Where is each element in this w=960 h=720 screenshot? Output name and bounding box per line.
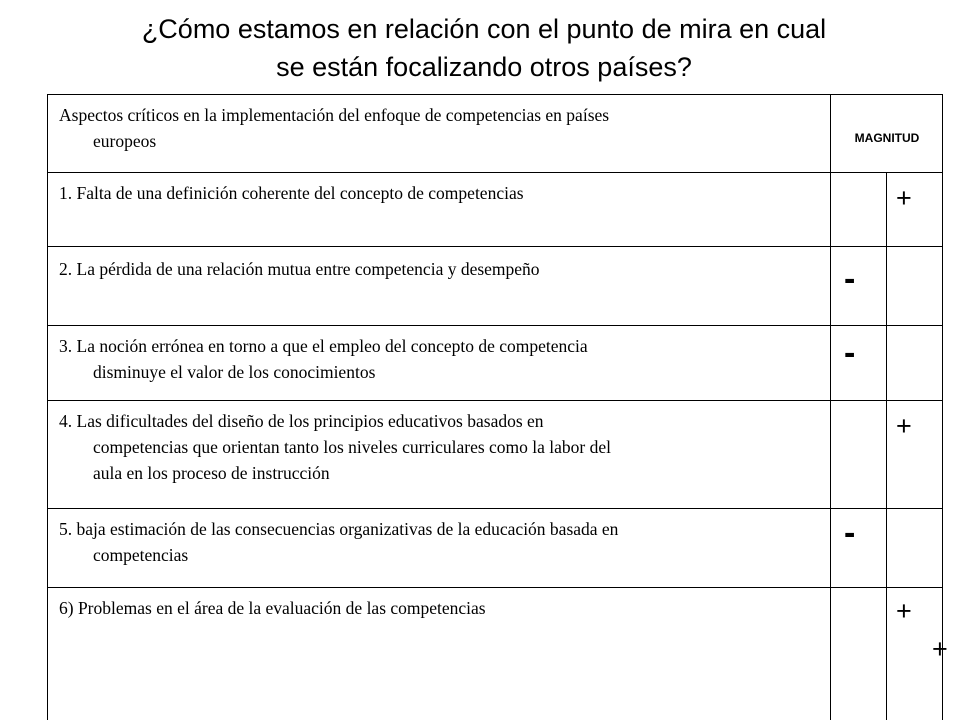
table-border-top <box>47 94 943 95</box>
table-border-right <box>942 94 943 720</box>
row-line: 4. Las dificultades del diseño de los principios educativos basados en <box>59 411 544 431</box>
row-line: disminuye el valor de los conocimientos <box>93 362 376 382</box>
slide-title <box>0 10 960 86</box>
header-magnitude: MAGNITUD <box>854 131 920 145</box>
row-divider <box>47 172 943 173</box>
row-line: aula en los proceso de instrucción <box>93 463 330 483</box>
row-4-plus-symbol: + <box>896 411 912 441</box>
header-aspects-cell <box>59 102 829 154</box>
row-line: 6) Problemas en el área de la evaluación de las competencias <box>59 598 486 618</box>
slide-title-line-2: se están focalizando otros países? <box>276 52 692 82</box>
table-row-3-text <box>59 333 829 385</box>
table-divider-magnitude-columns <box>886 172 887 720</box>
table-row-5-text <box>59 516 829 568</box>
table-row-2-text <box>59 256 829 282</box>
table-row-1-text <box>59 180 829 206</box>
header-aspects-line-2: europeos <box>93 131 157 151</box>
row-line: 2. La pérdida de una relación mutua entre competencia y desempeño <box>59 259 540 279</box>
extra-plus-symbol: + <box>932 634 948 664</box>
row-2-minus-symbol: - <box>844 260 856 298</box>
row-divider <box>47 587 943 588</box>
row-line: competencias <box>93 545 189 565</box>
row-line: 5. baja estimación de las consecuencias organizativas de la educación basada en <box>59 519 619 539</box>
row-divider <box>47 325 943 326</box>
row-line: competencias que orientan tanto los niveles curriculares como la labor del <box>93 437 612 457</box>
row-divider <box>47 508 943 509</box>
row-6-plus-symbol: + <box>896 596 912 626</box>
row-line: 1. Falta de una definición coherente del concepto de competencias <box>59 183 524 203</box>
row-5-minus-symbol: - <box>844 514 856 552</box>
slide-title-line-1: ¿Cómo estamos en relación con el punto de mira en cual <box>141 14 827 44</box>
table-row-6-text <box>59 595 829 621</box>
row-1-plus-symbol: + <box>896 183 912 213</box>
row-divider <box>47 400 943 401</box>
row-3-minus-symbol: - <box>844 334 856 372</box>
table-divider-aspect-magnitude <box>830 94 831 720</box>
table-border-left <box>47 94 48 720</box>
row-divider <box>47 246 943 247</box>
header-aspects-line-1: Aspectos críticos en la implementación del enfoque de competencias en países <box>59 105 610 125</box>
row-line: 3. La noción errónea en torno a que el empleo del concepto de competencia <box>59 336 588 356</box>
table-row-4-text <box>59 408 829 486</box>
